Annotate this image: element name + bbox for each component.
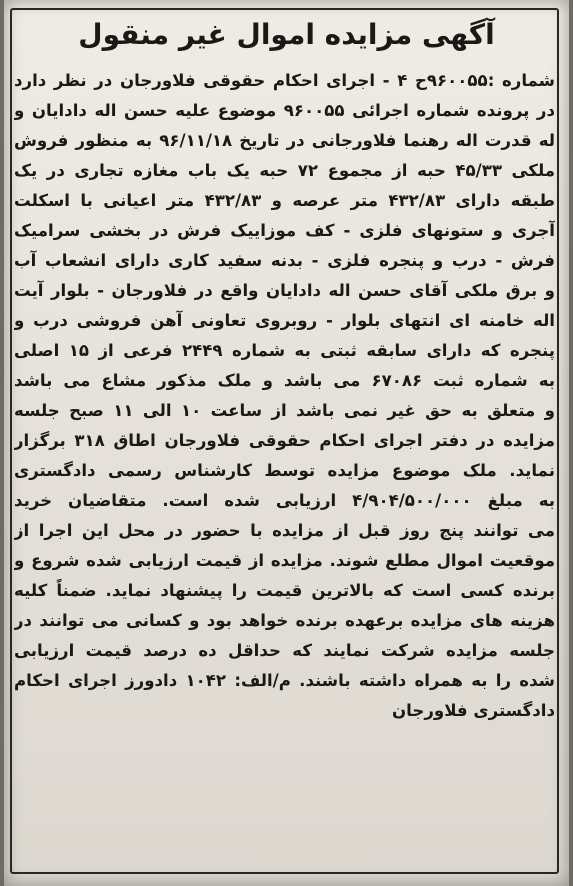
notice-line: اله خامنه ای انتهای بلوار - روبروی تعاونی آهن فروشی درب و [14, 311, 555, 330]
notice-line: ملکی ۴۵/۳۳ حبه از مجموع ۷۲ حبه یک باب مغازه تجاری در یک [14, 161, 555, 180]
notice-signature: دادگستری فلاورجان [391, 701, 555, 720]
notice-line: پنجره که دارای سابقه ثبتی به شماره ۲۴۴۹ فرعی از ۱۵ اصلی [14, 341, 555, 360]
notice-line: به شماره ثبت ۶۷۰۸۶ می باشد و ملک مذکور مشاع می باشد [14, 371, 555, 390]
notice-line: و متعلق به حق غیر نمی باشد از ساعت ۱۰ الی ۱۱ صبح جلسه [14, 401, 555, 420]
notice-body [14, 66, 555, 726]
notice-line: طبقه دارای ۴۳۲/۸۳ متر عرصه و ۴۳۲/۸۳ متر اعیانی با اسکلت [14, 191, 555, 210]
notice-line: می توانند پنج روز قبل از مزایده با حضور در محل این اجرا از [14, 521, 555, 540]
notice-line: شماره :۹۶۰۰۵۵ح ۴ - اجرای احکام حقوقی فلاورجان در نظر دارد [14, 71, 555, 90]
notice-line: جلسه مزایده شرکت نمایند که حداقل ده درصد قیمت ارزیابی [14, 641, 555, 660]
notice-line: آجری و ستونهای فلزی - کف موزاییک فرش در بخشی سرامیک [14, 221, 555, 240]
notice-line: به مبلغ ۴/۹۰۴/۵۰۰/۰۰۰ ارزیابی شده است. متقاضیان خرید [14, 491, 555, 510]
notice-line: شده را به همراه داشته باشند. م/الف: ۱۰۴۲ دادورز اجرای احکام [14, 671, 555, 690]
notice-line: مزایده در دفتر اجرای احکام حقوقی فلاورجان اطاق ۳۱۸ برگزار [14, 431, 555, 450]
notice-line: نماید. ملک موضوع مزایده توسط کارشناس رسمی دادگستری [14, 461, 555, 480]
notice-line: برنده کسی است که بالاترین قیمت را پیشنهاد نماید. ضمناً کلیه [14, 581, 555, 600]
notice-line: موقعیت اموال مطلع شوند. مزایده از قیمت ارزیابی شده شروع و [14, 551, 555, 570]
notice-line: له قدرت اله رهنما فلاورجانی در تاریخ ۹۶/۱۱/۱۸ به منظور فروش [14, 131, 555, 150]
notice-title: آگهی مزایده اموال غیر منقول [78, 18, 495, 51]
notice-line: و برق ملکی آقای حسن اله دادایان واقع در فلاورجان - بلوار آیت [14, 281, 555, 300]
notice-line: در پرونده شماره اجرائی ۹۶۰۰۵۵ موضوع علیه حسن اله دادایان و [14, 101, 555, 120]
newspaper-clipping [4, 0, 569, 886]
notice-line: فرش - درب و پنجره فلزی - بدنه سفید کاری دارای انشعاب آب [14, 251, 555, 270]
notice-line: هزینه های مزایده برعهده برنده خواهد بود و کسانی می توانند در [14, 611, 555, 630]
